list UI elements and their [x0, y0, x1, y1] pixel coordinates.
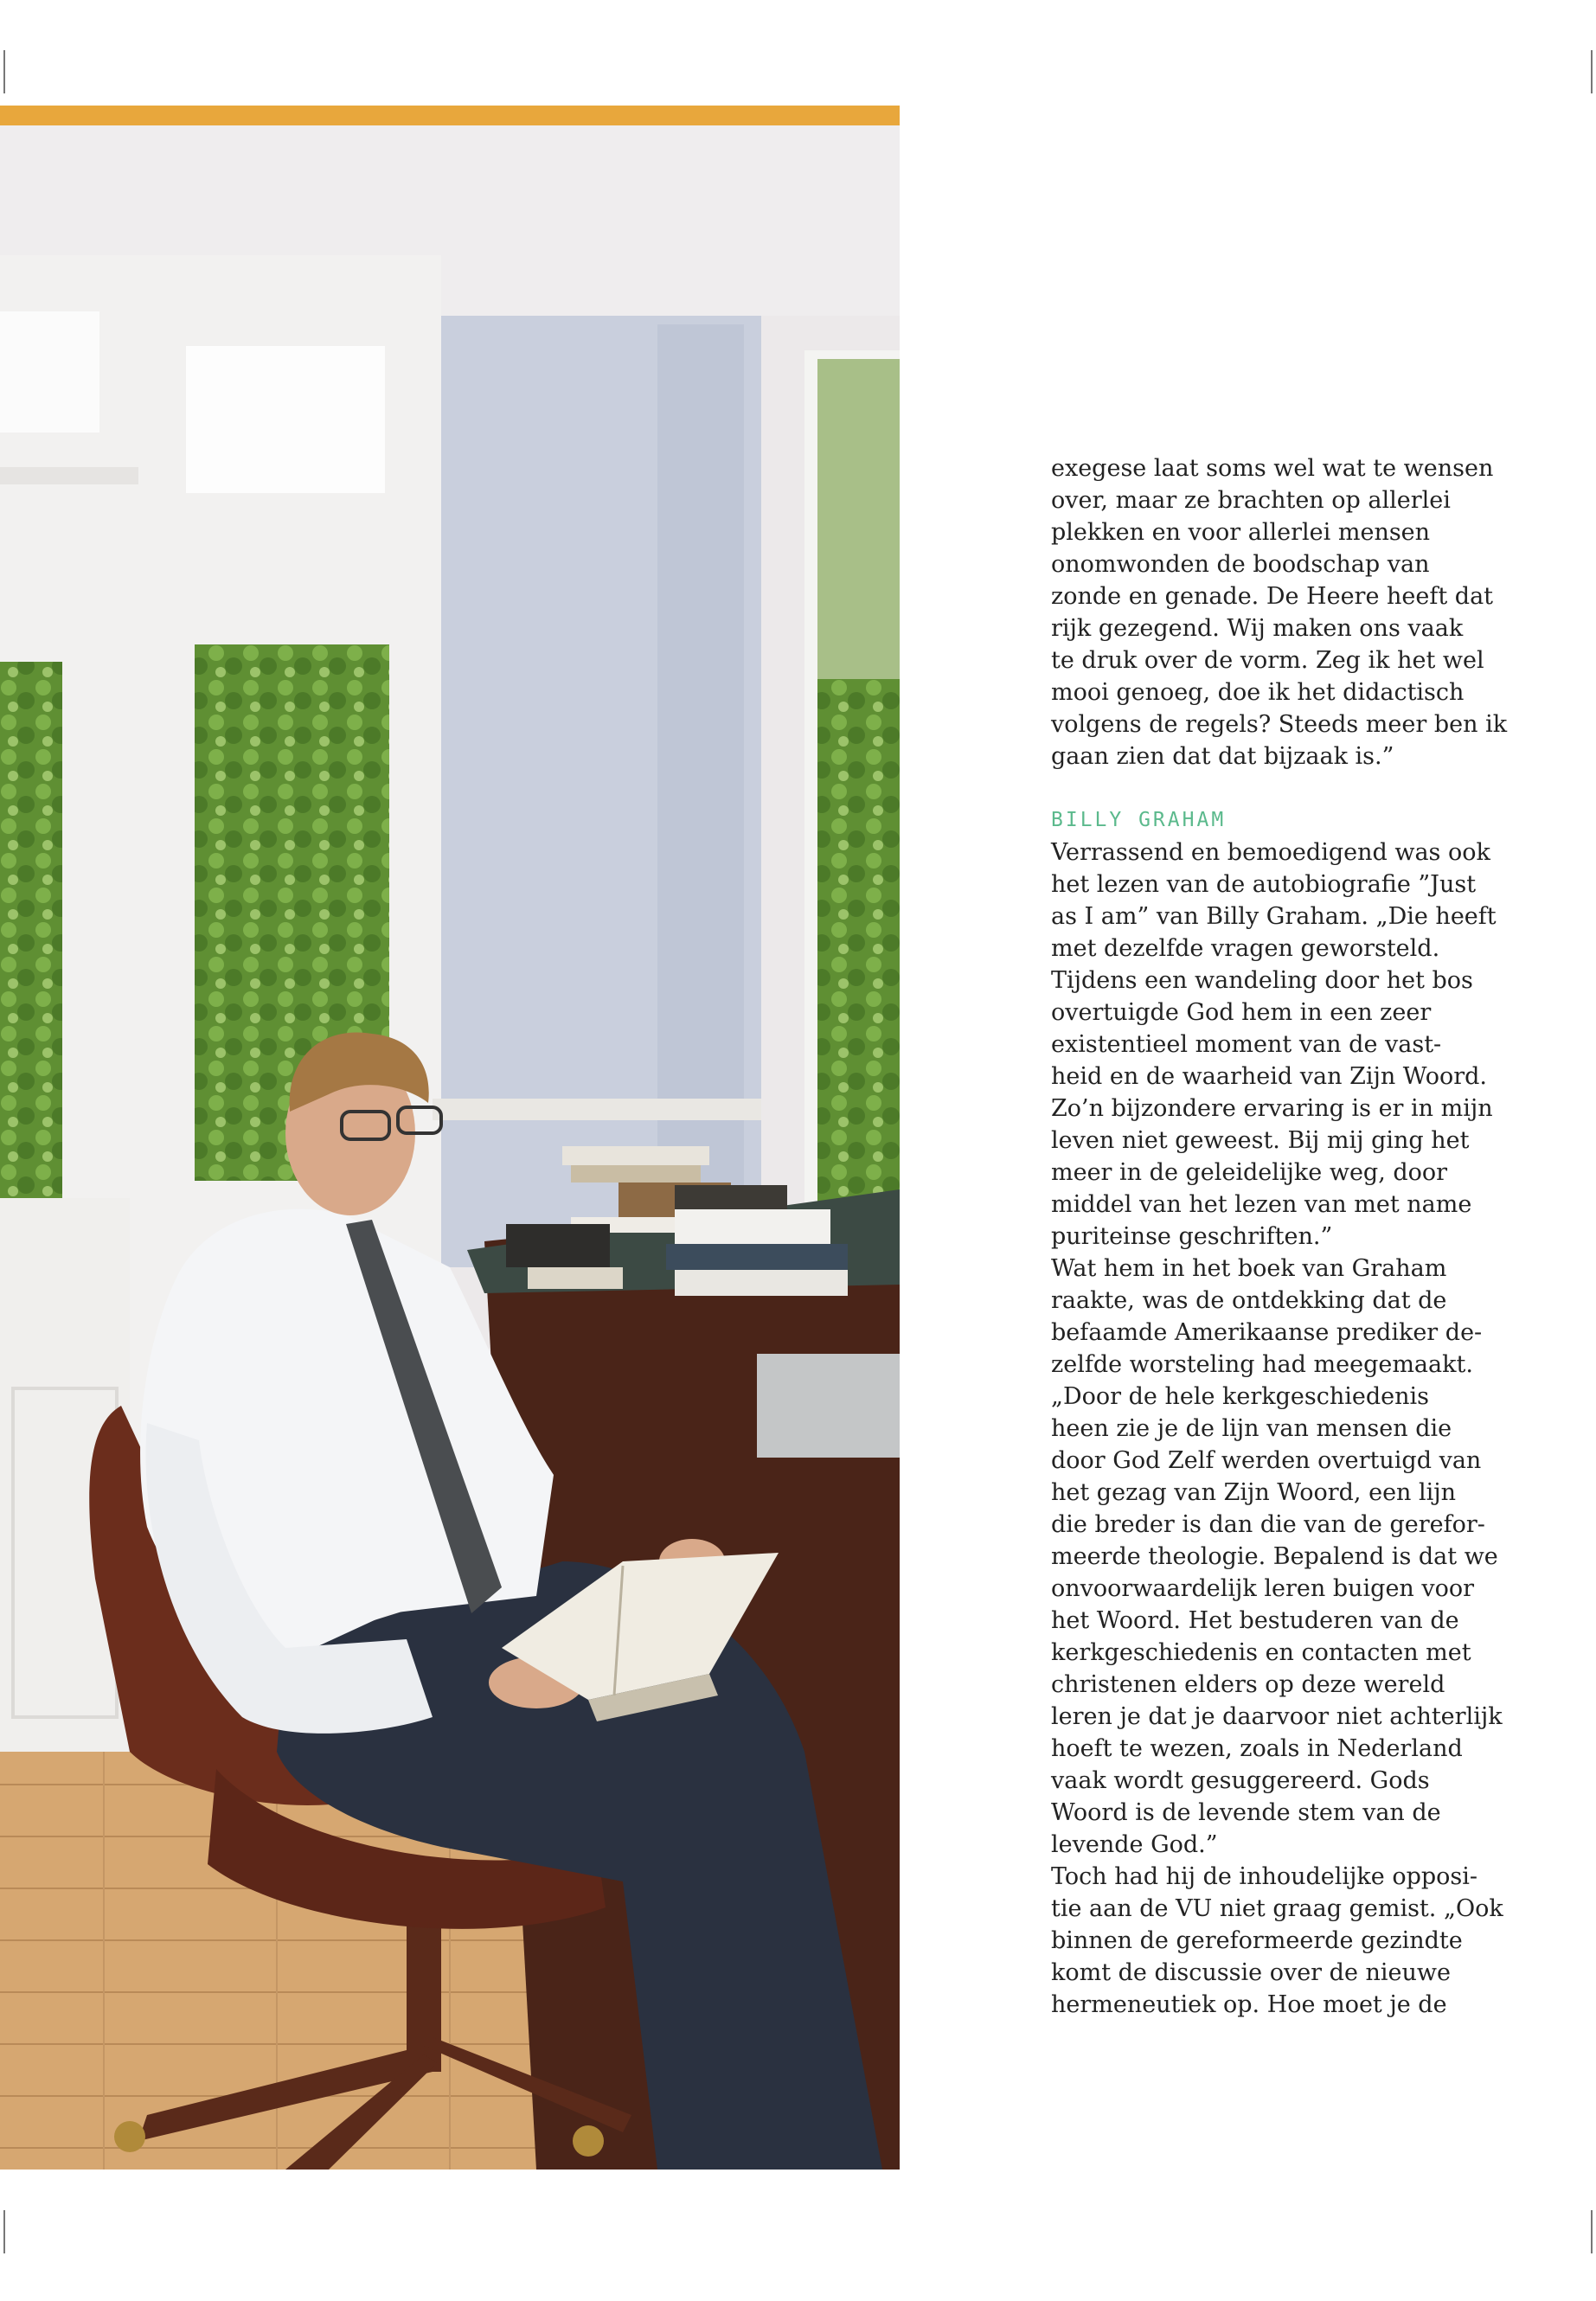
text-line: volgens de regels? Steeds meer ben ik — [1051, 711, 1508, 738]
subheading: BILLY GRAHAM — [1051, 809, 1227, 831]
text-line: hermeneutiek op. Hoe moet je de — [1051, 1991, 1447, 2018]
text-line: heid en de waarheid van Zijn Woord. — [1051, 1063, 1488, 1090]
text-line: tie aan de VU niet graag gemist. „Ook — [1051, 1895, 1503, 1922]
text-line: meerde theologie. Bepalend is dat we — [1051, 1543, 1498, 1570]
paragraph-1 — [1051, 452, 1508, 772]
text-line: leven niet geweest. Bij mij ging het — [1051, 1127, 1470, 1154]
text-line: plekken en voor allerlei mensen — [1051, 519, 1431, 546]
text-line: Zo’n bijzondere ervaring is er in mijn — [1051, 1095, 1493, 1122]
text-line: befaamde Amerikaanse prediker de- — [1051, 1319, 1483, 1346]
text-line: die breder is dan die van de gerefor- — [1051, 1511, 1485, 1538]
text-line: rijk gezegend. Wij maken ons vaak — [1051, 615, 1464, 642]
paragraph-4 — [1051, 1861, 1503, 2021]
text-line: Toch had hij de inhoudelijke opposi- — [1051, 1863, 1478, 1890]
text-line: existentieel moment van de vast- — [1051, 1031, 1442, 1058]
text-line: „Door de hele kerkgeschiedenis — [1051, 1383, 1430, 1410]
text-line: onomwonden de boodschap van — [1051, 551, 1430, 578]
crop-mark-top-right — [1591, 50, 1593, 93]
text-line: te druk over de vorm. Zeg ik het wel — [1051, 647, 1484, 674]
text-line: over, maar ze brachten op allerlei — [1051, 487, 1451, 514]
text-line: met dezelfde vragen geworsteld. — [1051, 935, 1440, 962]
photo-person-reading — [0, 125, 900, 2170]
paragraph-2 — [1051, 836, 1497, 1253]
text-line: hoeft te wezen, zoals in Nederland — [1051, 1735, 1463, 1762]
article-column — [1051, 452, 1508, 2021]
text-line: middel van het lezen van met name — [1051, 1191, 1472, 1218]
text-line: kerkgeschiedenis en contacten met — [1051, 1639, 1471, 1666]
text-line: Wat hem in het boek van Graham — [1051, 1255, 1447, 1282]
accent-bar — [0, 106, 900, 125]
text-line: mooi genoeg, doe ik het didactisch — [1051, 679, 1465, 706]
text-line: christenen elders op deze wereld — [1051, 1671, 1445, 1698]
text-line: het Woord. Het bestuderen van de — [1051, 1607, 1459, 1634]
text-line: Woord is de levende stem van de — [1051, 1799, 1441, 1826]
text-line: het lezen van de autobiografie ”Just — [1051, 871, 1477, 898]
text-line: door God Zelf werden overtuigd van — [1051, 1447, 1482, 1474]
text-line: meer in de geleidelijke weg, door — [1051, 1159, 1448, 1186]
text-line: raakte, was de ontdekking dat de — [1051, 1287, 1447, 1314]
text-line: puriteinse geschriften.” — [1051, 1223, 1333, 1250]
text-line: overtuigde God hem in een zeer — [1051, 999, 1432, 1026]
text-line: Verrassend en bemoedigend was ook — [1051, 839, 1490, 866]
text-line: exegese laat soms wel wat te wensen — [1051, 455, 1494, 482]
text-line: zelfde worsteling had meegemaakt. — [1051, 1351, 1473, 1378]
text-line: zonde en genade. De Heere heeft dat — [1051, 583, 1494, 610]
text-line: as I am” van Billy Graham. „Die heeft — [1051, 903, 1497, 930]
text-line: heen zie je de lijn van mensen die — [1051, 1415, 1452, 1442]
crop-mark-top-left — [3, 50, 5, 93]
paragraph-3 — [1051, 1253, 1503, 1861]
text-line: levende God.” — [1051, 1831, 1218, 1858]
text-line: komt de discussie over de nieuwe — [1051, 1959, 1451, 1986]
text-line: Tijdens een wandeling door het bos — [1051, 967, 1473, 994]
text-line: binnen de gereformeerde gezindte — [1051, 1927, 1463, 1954]
crop-mark-bottom-left — [3, 2210, 5, 2253]
text-line: leren je dat je daarvoor niet achterlijk — [1051, 1703, 1503, 1730]
text-line: onvoorwaardelijk leren buigen voor — [1051, 1575, 1475, 1602]
text-line: vaak wordt gesuggereerd. Gods — [1051, 1767, 1430, 1794]
text-line: het gezag van Zijn Woord, een lijn — [1051, 1479, 1457, 1506]
text-line: gaan zien dat dat bijzaak is.” — [1051, 743, 1394, 770]
crop-mark-bottom-right — [1591, 2210, 1593, 2253]
